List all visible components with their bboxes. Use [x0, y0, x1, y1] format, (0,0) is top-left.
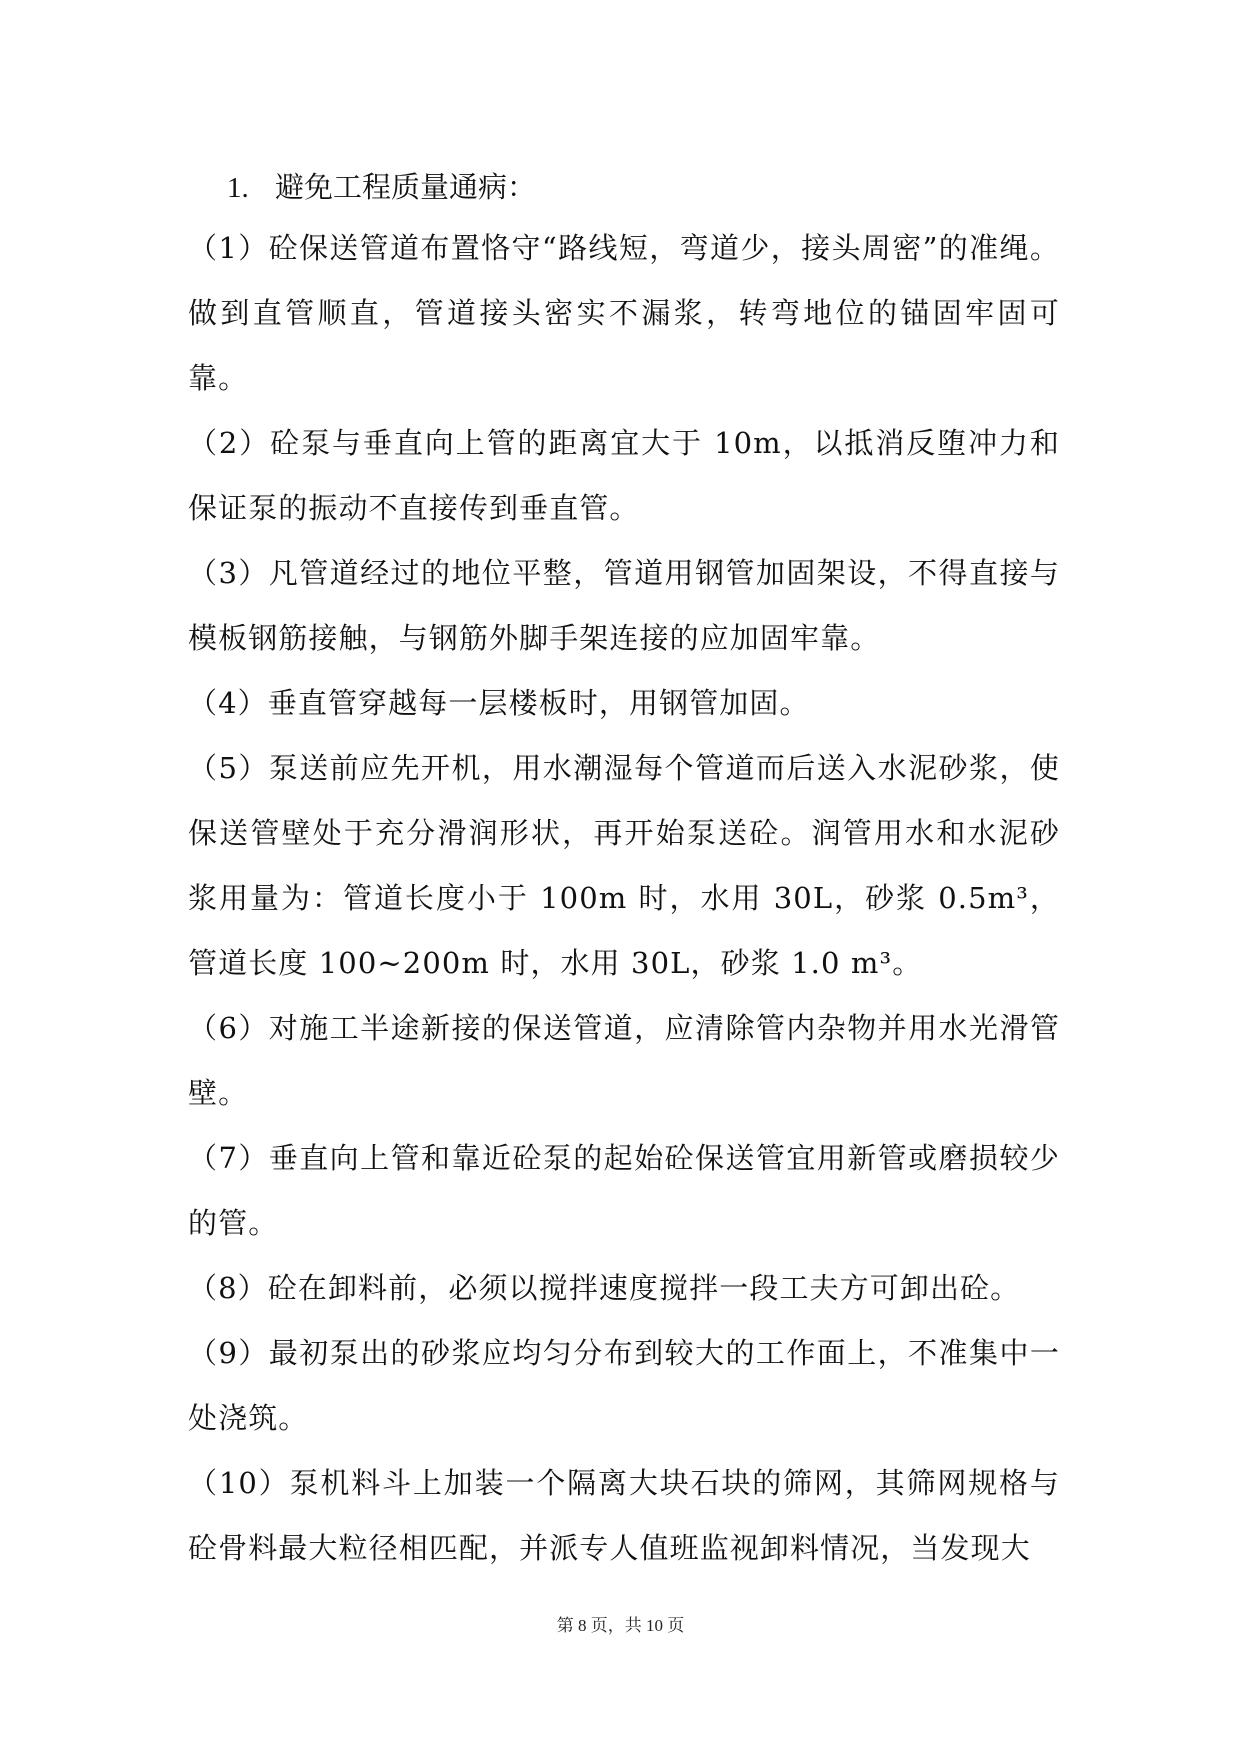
list-item-9: （9）最初泵出的砂浆应均匀分布到较大的工作面上，不准集中一处浇筑。 — [188, 1336, 1060, 1435]
list-item-3: （3）凡管道经过的地位平整，管道用钢管加固架设，不得直接与模板钢筋接触，与钢筋外脚手架连接的应加固牢靠。 — [188, 556, 1060, 655]
list-item-10: （10）泵机料斗上加装一个隔离大块石块的筛网，其筛网规格与砼骨料最大粒径相匹配，并派专人值班监视卸料情况，当发现大 — [188, 1466, 1060, 1565]
list-item-8: （8）砼在卸料前，必须以搅拌速度搅拌一段工夫方可卸出砼。 — [188, 1271, 1021, 1305]
list-item-2: （2）砼泵与垂直向上管的距离宜大于 10m，以抵消反堕冲力和保证泵的振动不直接传到垂直管。 — [188, 426, 1060, 525]
list-item-5: （5）泵送前应先开机，用水潮湿每个管道而后送入水泥砂浆，使保送管壁处于充分滑润形状，再开始泵送砼。润管用水和水泥砂浆用量为：管道长度小于 100m 时，水用 30L，砂浆 0.5m³，管道长度 100~200m 时，水用 30L，砂浆 1.0 m³。 — [188, 751, 1060, 980]
section-number: 1. — [227, 172, 249, 204]
list-item-7: （7）垂直向上管和靠近砼泵的起始砼保送管宜用新管或磨损较少的管。 — [188, 1141, 1060, 1240]
list-item-6: （6）对施工半途新接的保送管道，应清除管内杂物并用水光滑管壁。 — [188, 1011, 1060, 1110]
page-number-footer: 第 8 页，共 10 页 — [556, 1616, 685, 1635]
page-content — [188, 158, 1060, 1581]
section-title: 避免工程质量通病： — [275, 170, 537, 204]
list-item-4: （4）垂直管穿越每一层楼板时，用钢管加固。 — [188, 686, 810, 720]
list-item-1: （1）砼保送管道布置恪守“路线短，弯道少，接头周密”的准绳。做到直管顺直，管道接头密实不漏浆，转弯地位的锚固牢固可靠。 — [188, 231, 1060, 395]
section-heading — [188, 158, 1060, 216]
